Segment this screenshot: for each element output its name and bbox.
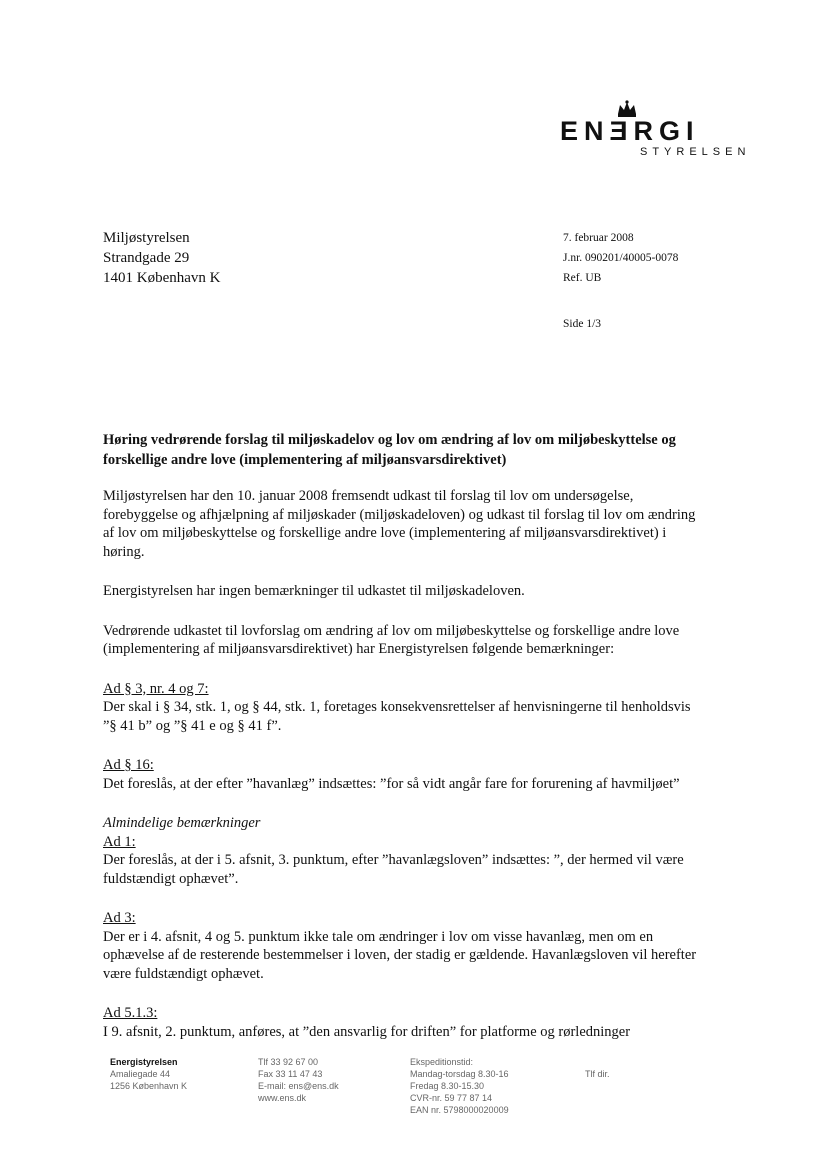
section-block [103,756,698,793]
section-text: Det foreslås, at der efter ”havanlæg” indsættes: ”for så vidt angår fare for forurening af havmiljøet” [103,775,680,792]
reference: Ref. UB [563,272,602,284]
logo-subtitle: STYRELSEN [640,146,751,158]
footer-org: Energistyrelsen [110,1057,178,1067]
recipient-city: 1401 København K [103,270,221,286]
section-block [103,909,698,983]
logo-wordmark: ENƎRGI [560,116,700,146]
section-block [103,680,698,736]
section-text: Der foreslås, at der i 5. afsnit, 3. punktum, efter ”havanlægsloven” indsættes: ”, der hermed vil være fuldstændigt ophævet”. [103,852,684,887]
section-text: Der er i 4. afsnit, 4 og 5. punktum ikke tale om ændringer i lov om visse havanlæg, men om en ophævelse af de resterende bestemmelser i loven, der stadig er gældende. Havanlægsloven vil herefter være fuldstændigt ophævet. [103,928,697,982]
section-text: Der skal i § 34, stk. 1, og § 44, stk. 1, foretages konsekvensrettelser af henvisningerne til henholdsvis ”§ 41 b” og ”§ 41 e og § 41 f”. [103,699,691,734]
footer-email: E-mail: ens@ens.dk [258,1081,339,1091]
paragraph: Miljøstyrelsen har den 10. januar 2008 fremsendt udkast til forslag til lov om undersøgelse, forebyggelse og afhjælpning af miljøskader (miljøskadeloven) og udkast til forslag til lov om ændring af lov om miljøbeskyttelse og forskellige andre love (implementering af miljøansvarsdirektivet) i høring. [103,488,696,560]
section-block [103,814,698,888]
footer-hours-title: Ekspeditionstid: [410,1057,474,1067]
recipient-street: Strandgade 29 [103,250,190,266]
general-remarks-heading: Almindelige bemærkninger [103,815,261,831]
footer-city: 1256 København K [110,1081,188,1091]
footer-street: Amaliegade 44 [110,1069,171,1079]
footer-hours-weekday: Mandag-torsdag 8.30-16 [410,1069,509,1079]
footer-cvr: CVR-nr. 59 77 87 14 [410,1093,493,1103]
section-heading: Ad 3: [103,910,136,926]
recipient-name: Miljøstyrelsen [103,230,190,246]
footer-contact [258,1056,339,1104]
logo [560,100,790,160]
section-heading: Ad 5.1.3: [103,1005,158,1021]
paragraph: Vedrørende udkastet til lovforslag om ændring af lov om miljøbeskyttelse og forskellige andre love (implementering af miljøansvarsdirektivet) har Energistyrelsen følgende bemærkninger: [103,622,680,657]
section-heading: Ad § 3, nr. 4 og 7: [103,680,209,697]
letter-body [103,487,698,1062]
letter-date: 7. februar 2008 [563,232,634,244]
section-block [103,1004,698,1041]
letter-meta [563,228,678,288]
recipient-address [103,228,220,288]
footer-fax: Fax 33 11 47 43 [258,1069,323,1079]
footer-hours [410,1056,509,1116]
footer-web: www.ens.dk [258,1093,307,1103]
letter-footer [110,1056,670,1126]
journal-number: J.nr. 090201/40005-0078 [563,252,679,264]
section-heading: Ad § 16: [103,757,154,773]
paragraph: Energistyrelsen har ingen bemærkninger til udkastet til miljøskadeloven. [103,583,525,599]
letter-subject: Høring vedrørende forslag til miljøskadelov og lov om ændring af lov om miljøbeskyttelse og forskellige andre love (implementering af miljøansvarsdirektivet) [103,432,676,468]
page-number: Side 1/3 [563,318,602,330]
footer-phone: Tlf 33 92 67 00 [258,1057,319,1067]
footer-hours-friday: Fredag 8.30-15.30 [410,1081,485,1091]
footer-ean: EAN nr. 5798000020009 [410,1105,509,1115]
section-text: I 9. afsnit, 2. punktum, anføres, at ”den ansvarlig for driften” for platforme og rørledninger [103,1023,631,1040]
footer-direct-phone: Tlf dir. [585,1069,610,1079]
section-heading: Ad 1: [103,833,136,850]
footer-address [110,1056,187,1092]
